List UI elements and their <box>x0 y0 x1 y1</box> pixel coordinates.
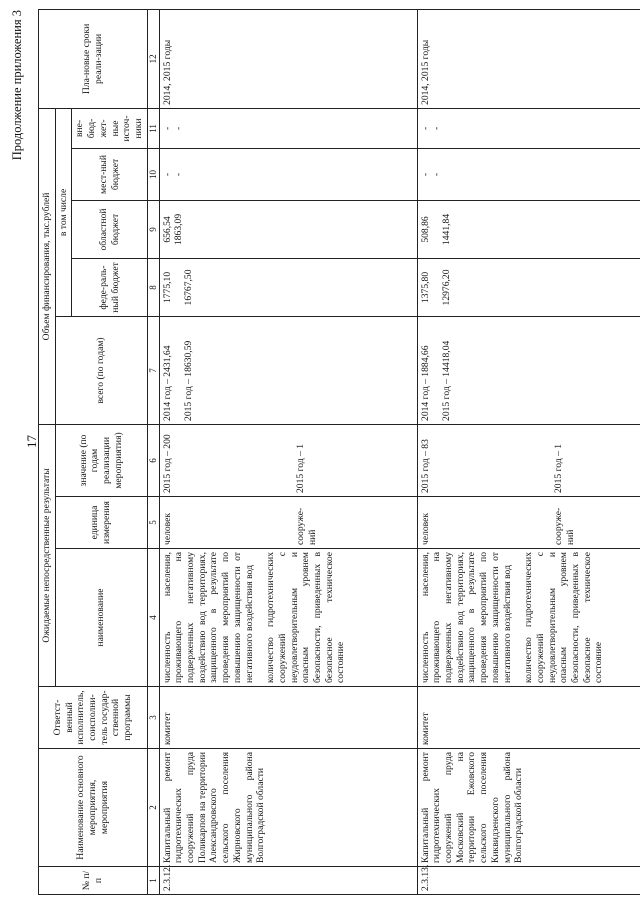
row-name: Капитальный ремонт гидротехнических сооружений пруда Поликарпов на территории Александровского сельского поселения Жирновского муниципального района Волгоградской области <box>159 749 417 867</box>
col-number: 10 <box>147 148 159 200</box>
col-number: 2 <box>147 749 159 867</box>
result-units <box>159 497 417 549</box>
table-row <box>417 9 640 894</box>
result-unit: сооруже-ний <box>295 507 318 545</box>
value-2014: 1775,10 <box>161 271 173 304</box>
value-2014: - <box>419 172 431 177</box>
value-2015: - <box>173 126 185 131</box>
col-number: 7 <box>147 316 159 424</box>
header-results: Ожидаемые непосредственные результаты <box>39 424 56 686</box>
header-res-unit: единица измерения <box>55 497 147 549</box>
result-name: численность населения, проживающего на подверженных негативному воздействию вод территориях, защищенного в результате проведения мероприятий по повышению защищенности от негативного воздействия вод <box>161 552 255 683</box>
result-unit: сооруже-ний <box>553 507 576 545</box>
funding-federal <box>159 258 417 316</box>
row-name: Капитальный ремонт гидротехнических сооружений пруда Московский на территории Ежовского сельского поселения Киквидзенского муниципального района Волгоградской области <box>417 749 640 867</box>
funding-total <box>159 316 417 424</box>
header-terms: Пла-новые сроки реали-зации <box>39 9 148 108</box>
value-2015: - <box>431 126 443 131</box>
value-2014: - <box>161 172 173 177</box>
col-number: 1 <box>147 867 159 895</box>
funding-total-2014: 2014 год – 2431,64 <box>161 345 173 421</box>
header-incl: в том числе <box>55 108 72 316</box>
header-local: мест-ный бюджет <box>72 148 147 200</box>
col-number: 4 <box>147 549 159 687</box>
result-unit: человек <box>419 512 431 545</box>
funding-extra <box>417 108 640 148</box>
value-2015: 16767,50 <box>183 269 195 306</box>
funding-total <box>417 316 640 424</box>
header-extra: вне-бюд-жет-ные источ-ники <box>72 108 147 148</box>
funding-total-2014: 2014 год – 1884,66 <box>419 345 431 421</box>
row-executor: комитет <box>159 687 417 749</box>
row-terms: 2014, 2015 годы <box>159 9 417 108</box>
header-num: № п/п <box>39 867 148 895</box>
header-executor: Ответст-венный исполнитель, соисполни-тель государ-ственной программы <box>39 687 148 749</box>
result-names <box>417 549 640 687</box>
col-number: 12 <box>147 9 159 108</box>
funding-total-2015: 2015 год – 18630,59 <box>183 340 195 421</box>
header-total: всего (по годам) <box>55 316 147 424</box>
funding-local <box>159 148 417 200</box>
col-number: 8 <box>147 258 159 316</box>
value-2014: - <box>161 126 173 131</box>
result-values <box>417 424 640 496</box>
result-name: численность населения, проживающего на подверженных негативному воздействию вод территориях, защищенного в результате проведения мероприятий по повышению защищенности от негативного воздействия вод <box>419 552 513 683</box>
header-federal: феде-раль-ный бюджет <box>72 258 147 316</box>
col-number: 5 <box>147 497 159 549</box>
result-value: 2015 год – 1 <box>553 443 565 493</box>
col-number: 9 <box>147 200 159 258</box>
table-row <box>159 9 417 894</box>
col-number: 6 <box>147 424 159 496</box>
funding-regional <box>159 200 417 258</box>
page-number: 17 <box>24 435 39 448</box>
result-units <box>417 497 640 549</box>
funding-local <box>417 148 640 200</box>
funding-total-2015: 2015 год – 14418,04 <box>441 340 453 421</box>
row-terms: 2014, 2015 годы <box>417 9 640 108</box>
row-num: 2.3.13. <box>417 867 640 895</box>
result-names <box>159 549 417 687</box>
value-2014: 1375,80 <box>419 271 431 304</box>
row-executor: комитет <box>417 687 640 749</box>
header-funding: Объем финансирования, тыс.рублей <box>39 108 56 424</box>
value-2015: 1441,84 <box>441 213 453 246</box>
result-value: 2015 год – 200 <box>161 434 173 493</box>
value-2015: 12976,20 <box>441 269 453 306</box>
appendix-subtitle: Продолжение приложения 3 <box>10 10 24 161</box>
result-unit: человек <box>161 512 173 545</box>
header-res-value: значение (по годам реализации мероприятия) <box>55 424 147 496</box>
funding-federal <box>417 258 640 316</box>
column-number-row <box>147 9 159 894</box>
value-2014: - <box>419 126 431 131</box>
header-regional: областной бюджет <box>72 200 147 258</box>
value-2015: - <box>173 172 185 177</box>
result-values <box>159 424 417 496</box>
value-2014: 656,54 <box>161 216 173 243</box>
header-name: Наименование основного мероприятия, мероприятия <box>39 749 148 867</box>
funding-extra <box>159 108 417 148</box>
result-name: количество гидротехнических сооружений с неудовлетворительным и опасным уровнем безопасности, приведенных в безопасное техническое состояние <box>265 552 347 683</box>
value-2014: 508,86 <box>419 216 431 243</box>
col-number: 3 <box>147 687 159 749</box>
value-2015: - <box>431 172 443 177</box>
result-value: 2015 год – 83 <box>419 439 431 493</box>
row-num: 2.3.12. <box>159 867 417 895</box>
col-number: 11 <box>147 108 159 148</box>
result-value: 2015 год – 1 <box>295 443 307 493</box>
value-2015: 1863,09 <box>173 213 185 246</box>
result-name: количество гидротехнических сооружений с неудовлетворительным и опасным уровнем безопасности, приведенных в безопасное техническое состояние <box>523 552 605 683</box>
measures-table <box>38 9 640 895</box>
header-row-1 <box>39 9 56 894</box>
funding-regional <box>417 200 640 258</box>
header-res-name: наименование <box>55 549 147 687</box>
